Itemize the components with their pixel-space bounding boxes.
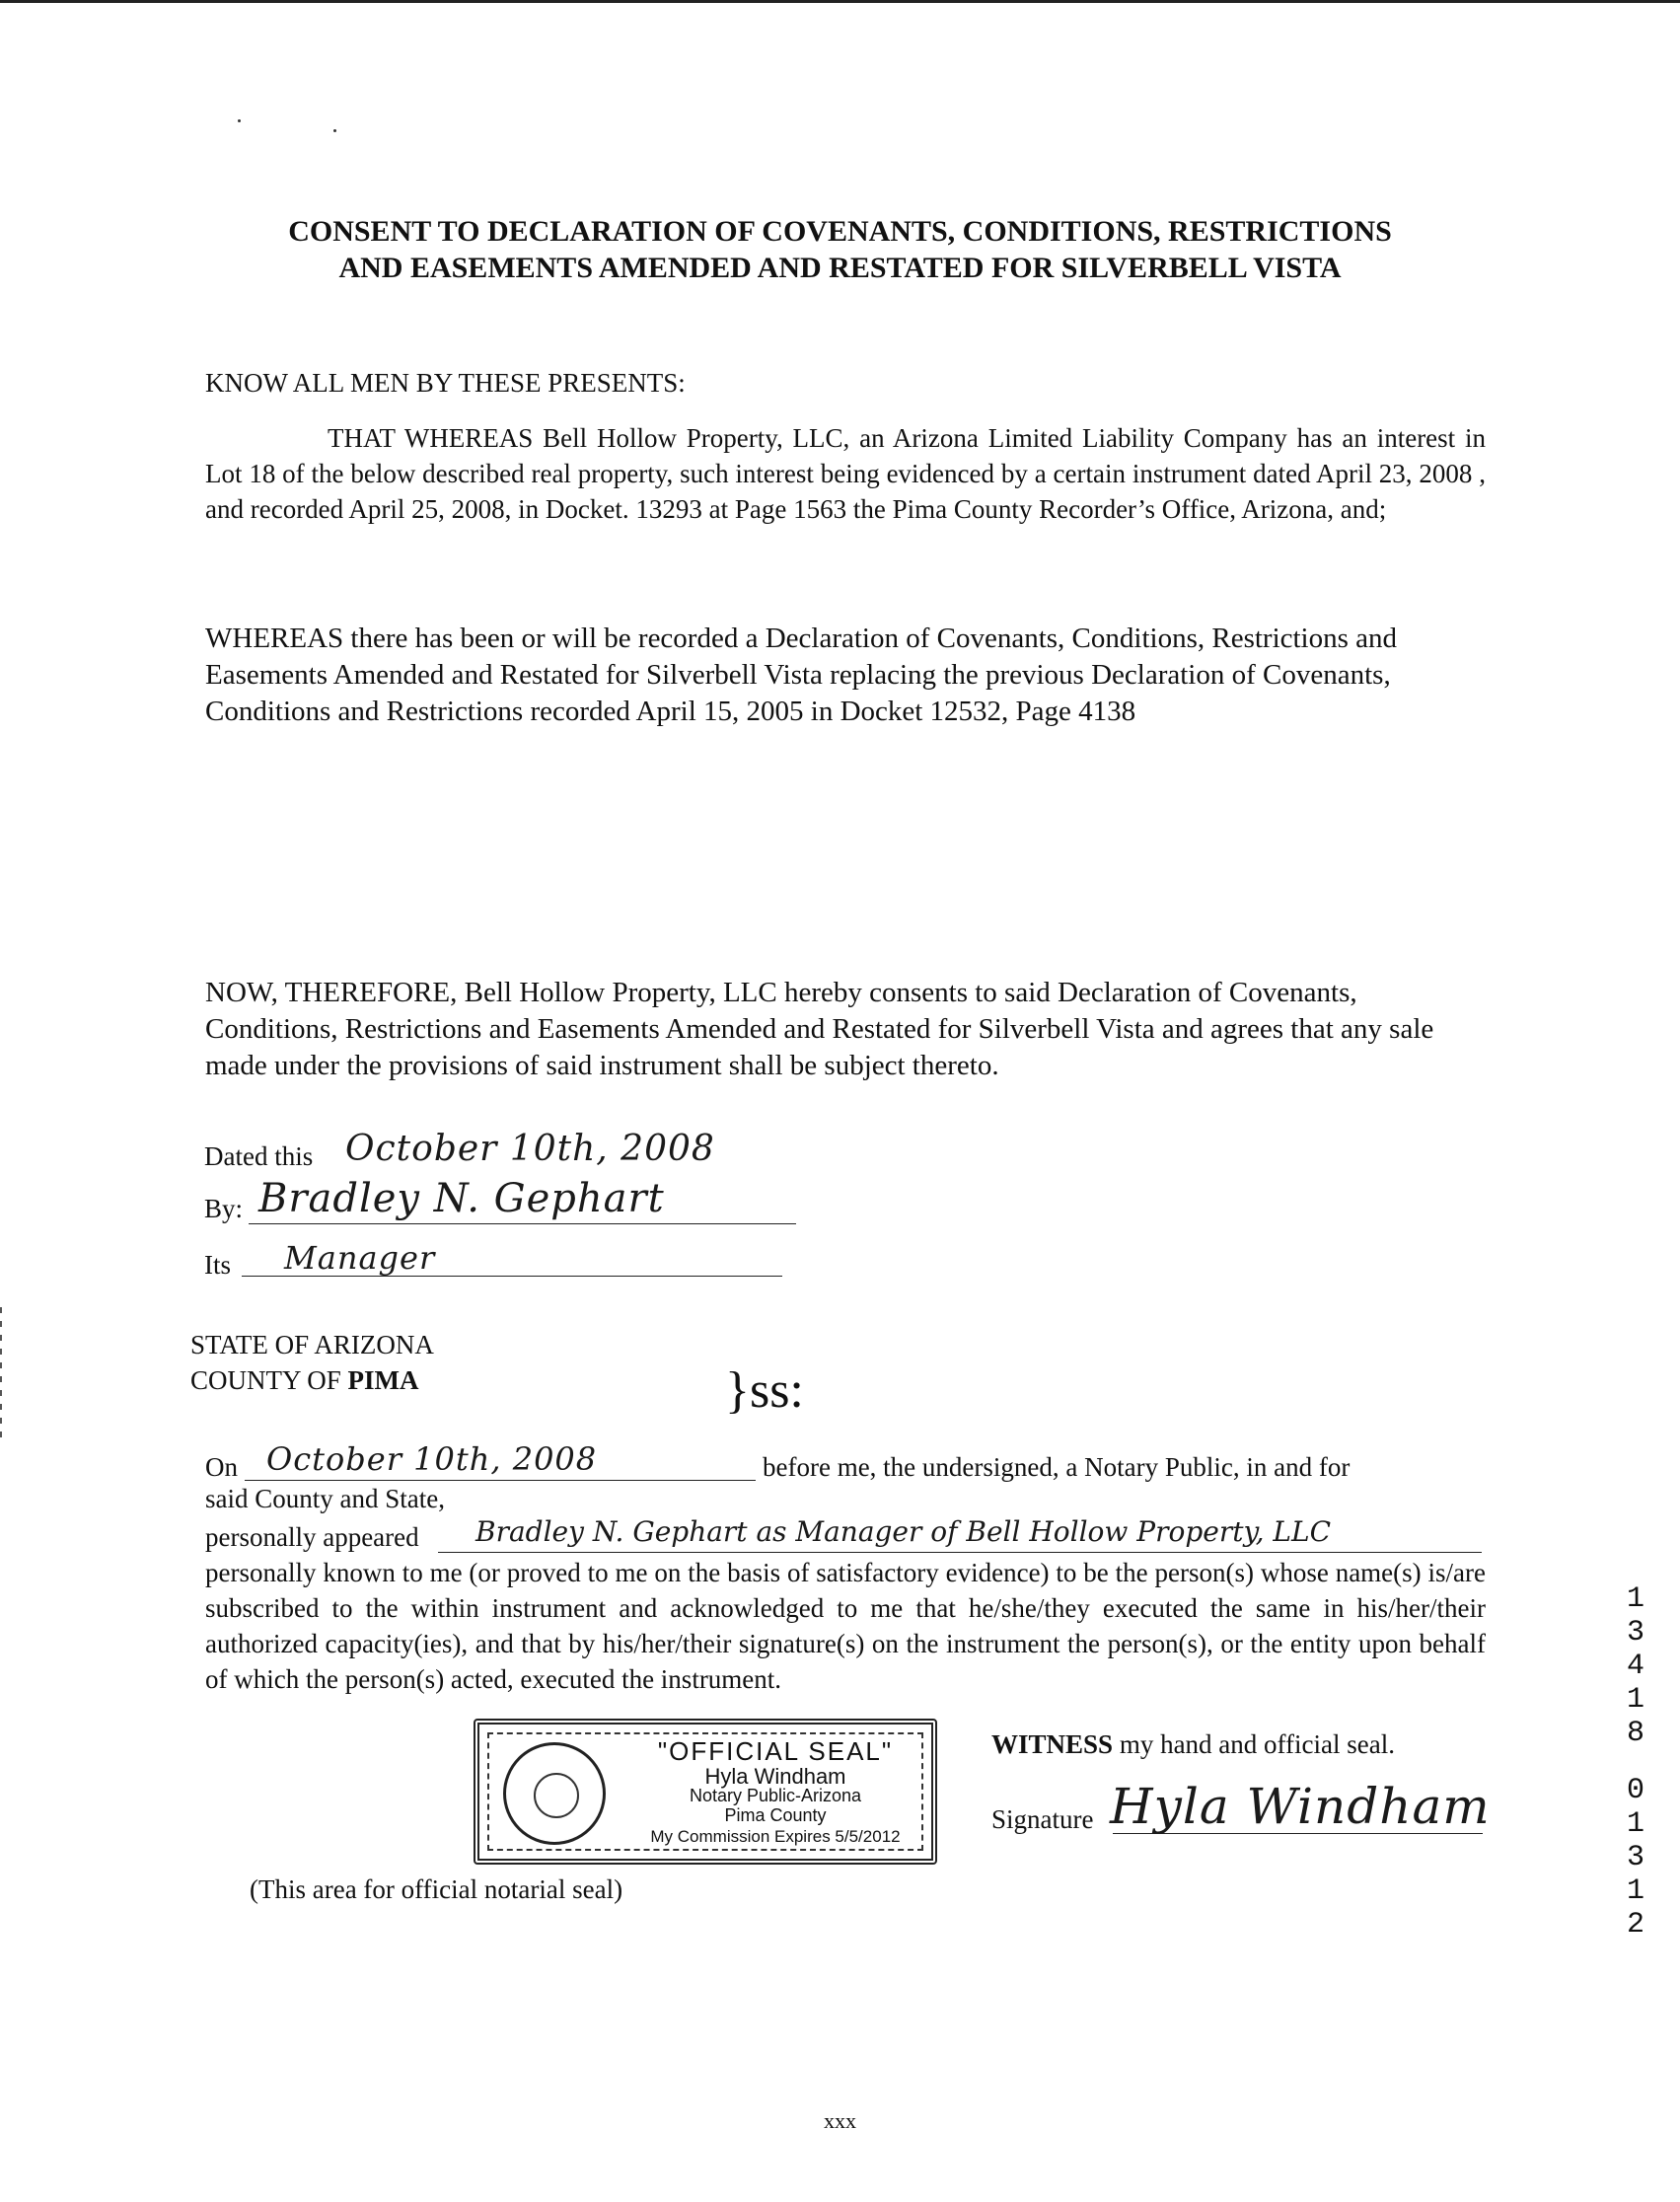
document-title-line-1: CONSENT TO DECLARATION OF COVENANTS, CONDITIONS, RESTRICTIONS <box>288 215 1392 248</box>
recording-number-vertical <box>1618 1582 1653 1942</box>
by-signature-line <box>249 1223 796 1224</box>
salutation: KNOW ALL MEN BY THESE PRESENTS: <box>205 368 686 398</box>
notary-county-state: said County and State, <box>205 1484 445 1513</box>
paragraph-whereas-declaration: WHEREAS there has been or will be recorded a Declaration of Covenants, Conditions, Restrictions and Easements Amended and Restated for Silverbell Vista replacing the previous Declaration of Covenants, Conditions and Restrictions recorded April 15, 2005 in Docket 12532, Page 4138 <box>205 623 1398 727</box>
notary-handwritten-appeared: Bradley N. Gephart as Manager of Bell Hollow Property, LLC <box>475 1515 1332 1548</box>
recording-digit: 2 <box>1626 1908 1644 1942</box>
seal-notary-title: Notary Public-Arizona <box>689 1786 862 1805</box>
signature-label: Signature <box>991 1804 1094 1834</box>
page-footer: xxx <box>824 2108 856 2133</box>
dated-label: Dated this <box>204 1141 314 1171</box>
recording-digit: 1 <box>1626 1582 1644 1616</box>
its-handwritten-value: Manager <box>284 1239 436 1277</box>
seal-commission-expiry: My Commission Expires 5/5/2012 <box>650 1827 901 1846</box>
recording-digit: 3 <box>1626 1841 1644 1874</box>
notary-handwritten-date: October 10th, 2008 <box>266 1440 598 1478</box>
by-handwritten-signature: Bradley N. Gephart <box>258 1176 665 1221</box>
witness-statement <box>991 1726 1395 1762</box>
witness-bold: WITNESS <box>991 1729 1114 1759</box>
venue-state: STATE OF ARIZONA <box>190 1330 434 1359</box>
scan-speck <box>238 119 241 122</box>
seal-heading: "OFFICIAL SEAL" <box>657 1736 894 1766</box>
venue-county <box>190 1362 419 1398</box>
venue-ss: }ss: <box>725 1362 804 1419</box>
venue-county-prefix: COUNTY OF <box>190 1365 348 1395</box>
recording-digit: 1 <box>1626 1807 1644 1841</box>
dated-handwritten-value: October 10th, 2008 <box>345 1129 715 1169</box>
witness-rest: my hand and official seal. <box>1113 1729 1395 1759</box>
seal-notary-name: Hyla Windham <box>704 1764 846 1789</box>
scan-edge-marks <box>0 1307 2 1445</box>
notary-appeared-line <box>438 1552 1482 1553</box>
by-label: By: <box>204 1194 244 1223</box>
notary-on-label: On <box>205 1452 238 1482</box>
scan-speck <box>333 129 336 132</box>
notary-acknowledgment-body: personally known to me (or proved to me on the basis of satisfactory evidence) to be the person(s) whose name(s) is/are subscribed to the within instrument and acknowledged to me that he/she/they executed the same in his/her/their authorized capacity(ies), and that by his/her/their signature(s) on the instrument the person(s), or the entity upon behalf of which the person(s) acted, executed the instrument. <box>205 1558 1486 1694</box>
official-notary-seal <box>474 1719 937 1865</box>
its-label: Its <box>204 1250 231 1280</box>
paragraph-whereas-interest: THAT WHEREAS Bell Hollow Property, LLC, an Arizona Limited Liability Company has an interest in Lot 18 of the below described real property, such interest being evidenced by a certain instrument dated April 23, 2008 , and recorded April 25, 2008, in Docket. 13293 at Page 1563 the Pima County Recorder’s Office, Arizona, and; <box>205 423 1486 524</box>
recording-digit: 8 <box>1626 1717 1644 1750</box>
scan-top-edge <box>0 0 1680 3</box>
venue-county-name: PIMA <box>347 1365 419 1395</box>
seal-county: Pima County <box>724 1805 827 1825</box>
recording-digit: 0 <box>1626 1774 1644 1807</box>
document-title-line-2: AND EASEMENTS AMENDED AND RESTATED FOR SILVERBELL VISTA <box>338 252 1342 284</box>
recording-digit: 4 <box>1626 1650 1644 1683</box>
paragraph-now-therefore: NOW, THEREFORE, Bell Hollow Property, LLC hereby consents to said Declaration of Covenants, Conditions, Restrictions and Easements Amended and Restated for Silverbell Vista and agrees that any sale made under the provisions of said instrument shall be subject thereto. <box>205 977 1434 1081</box>
recording-digit: 3 <box>1626 1616 1644 1650</box>
notary-appeared-label: personally appeared <box>205 1522 419 1552</box>
recording-gap <box>1618 1750 1653 1774</box>
seal-area-caption: (This area for official notarial seal) <box>250 1874 623 1904</box>
recording-digit: 1 <box>1626 1874 1644 1908</box>
notary-line1-text: before me, the undersigned, a Notary Public, in and for <box>763 1452 1351 1482</box>
state-seal-icon <box>503 1742 606 1845</box>
notary-handwritten-signature: Hyla Windham <box>1110 1778 1491 1835</box>
recording-digit: 1 <box>1626 1683 1644 1717</box>
